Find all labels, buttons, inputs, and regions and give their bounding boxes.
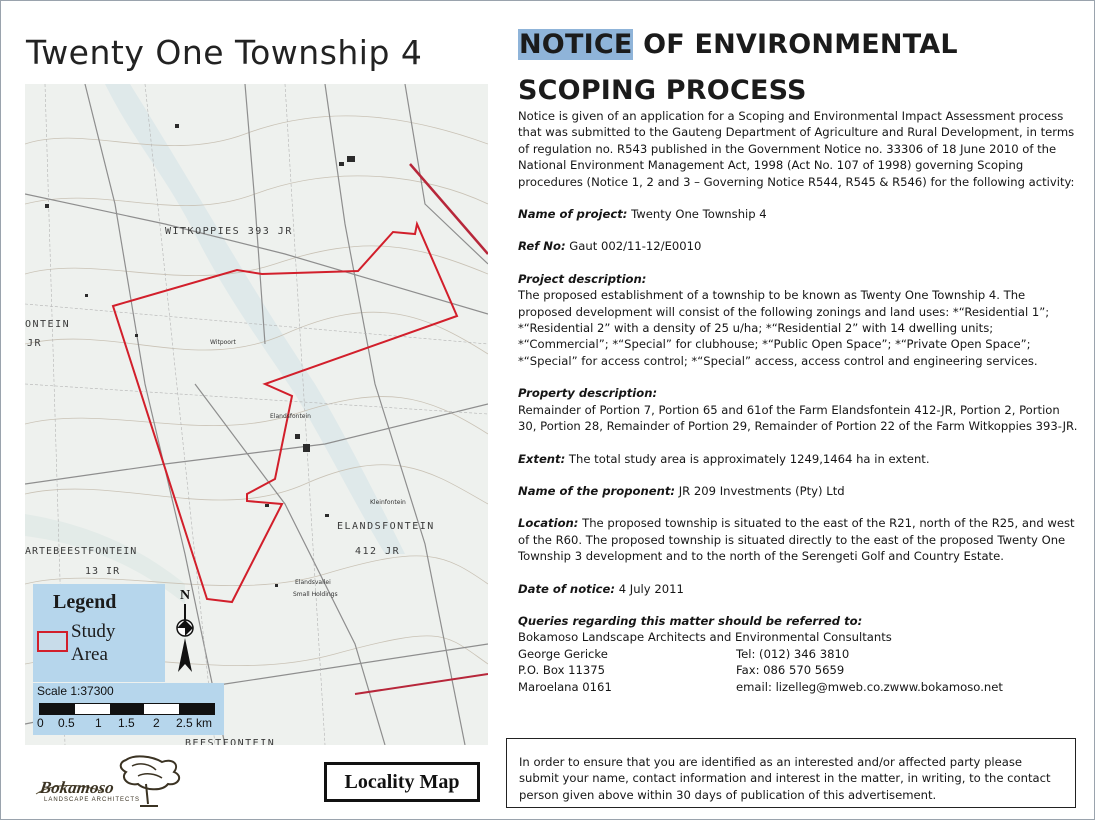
logo-name: Bokamoso [38,778,116,797]
label-elandsvallei: Elandsvallei [295,579,331,586]
contact-po-box: P.O. Box 11375 [518,663,606,678]
label-fontein-left: ONTEIN [25,319,71,330]
scale-tick: 2 [153,716,160,730]
scale-tick: 1 [95,716,102,730]
label-jr-left: JR [27,338,43,349]
ref-row [518,238,1078,254]
scale-tick: 2.5 km [176,716,213,730]
scale-ticks [33,716,224,732]
legend-study-area-label: Study Area [71,621,116,665]
ref-value: Gaut 002/11-12/E0010 [565,239,702,254]
property-description-text: Remainder of Portion 7, Portion 65 and 61of the Farm Elandsfontein 412-JR, Portion 2, Portion 30, Portion 28, Remainder of Portion 29, Remainder of Portion 22 of the Farm Witkoppies 393-JR. [518,402,1078,434]
label-elandsfontein-small: Elandsfontein [270,413,311,420]
extent-row [518,451,1078,467]
property-description-label: Property description: [518,386,658,401]
contact-email[interactable]: email: lizelleg@mweb.co.zwww.bokamoso.net [736,679,1003,694]
compass-icon [170,588,200,678]
label-elandsfontein: ELANDSFONTEIN [337,521,435,532]
extent-value: The total study area is approximately 1249,1464 ha in extent. [565,451,930,466]
project-description-label-row [518,271,1078,287]
scale-bar [33,683,224,735]
north-arrow [170,588,200,678]
scale-tick: 1.5 [118,716,135,730]
label-artebeest-jr: 13 IR [85,566,121,577]
notice-heading [518,30,1078,105]
scale-title: Scale 1:37300 [37,684,114,698]
location-label: Location: [518,516,579,531]
map-legend [33,584,165,682]
contact-fax: Fax: 086 570 5659 [736,663,845,678]
label-witpoort: Witpoort [210,339,236,346]
legend-study-area-swatch [37,631,68,652]
label-kleinfontein: Kleinfontein [370,499,406,506]
project-name-row [518,206,1078,222]
map-title: Twenty One Township 4 [26,33,423,72]
logo-subtitle: LANDSCAPE ARCHITECTS [44,797,141,803]
scale-bar-graphic [39,703,215,715]
proponent-value: JR 209 Investments (Pty) Ltd [675,483,845,498]
contact-postal-code: Maroelana 0161 [518,679,612,694]
location-row [518,515,1078,564]
project-name-label: Name of project: [518,207,628,222]
notice-title-line2: SCOPING PROCESS [518,75,807,106]
proponent-row [518,483,1078,499]
contact-person: George Gericke [518,646,608,661]
property-description-label-row [518,385,1078,401]
queries-label-row [518,613,1078,629]
company-name: Bokamoso Landscape Architects and Environmental Consultants [518,630,892,645]
contact-tel: Tel: (012) 346 3810 [736,646,850,661]
project-name-value: Twenty One Township 4 [627,207,767,222]
date-row [518,581,1078,597]
date-value: 4 July 2011 [615,581,684,596]
ref-label: Ref No: [518,239,566,254]
locality-map-button[interactable]: Locality Map [324,762,480,802]
scale-tick: 0 [37,716,44,730]
project-description-text: The proposed establishment of a township to be known as Twenty One Township 4. The proposed development will consist of the following zonings and land uses: *“Residential 1”; *“Residential 2” with a density of 25 u/ha; *“Residential 2” with 14 dwelling units; *“Commercial”; *“Special” for clubhouse; *“Public Open Space”; *“Private Open Space”; *“Special” for access control; *“Special” access, access control and engineering services. [518,288,1050,368]
scale-tick: 0.5 [58,716,75,730]
notice-title-rest: OF ENVIRONMENTAL [633,29,958,60]
notice-panel [518,30,1078,695]
label-bottom: BEESTFONTEIN [185,738,276,745]
project-description-label: Project description: [518,271,647,286]
location-value: The proposed township is situated to the east of the R21, north of the R25, and west of the R60. The proposed township is situated directly to the east of the proposed Twenty One Township 3 development and to the north of the Serengeti Golf and Country Estate. [518,516,1075,564]
extent-label: Extent: [518,451,566,466]
label-412jr: 412 JR [355,546,401,557]
label-artebeest: ARTEBEESTFONTEIN [25,546,138,557]
date-label: Date of notice: [518,581,616,596]
legend-title: Legend [53,591,117,613]
proponent-label: Name of the proponent: [518,483,676,498]
notice-highlight: NOTICE [519,29,633,60]
north-letter: N [180,588,191,603]
label-smallholdings: Small Holdings [293,591,338,598]
notice-intro: Notice is given of an application for a Scoping and Environmental Impact Assessment process that was submitted to the Gauteng Department of Agriculture and Rural Development, in terms of regulation no. R543 published in the Government Notice no. 33306 of 18 June 2010 of the National Environment Management Act, 1998 (Act No. 107 of 1998) governing Scoping procedures (Notice 1, 2 and 3 – Governing Notice R544, R545 & R546) for the following activity: [518,109,1075,189]
queries-label: Queries regarding this matter should be referred to: [518,613,863,628]
contact-details [518,646,1078,695]
label-witkoppies: WITKOPPIES 393 JR [165,226,293,237]
registration-notice-box: In order to ensure that you are identified as an interested and/or affected party please submit your name, contact information and interest in the matter, in writing, to the contact person given above within 30 days of publication of this advertisement. [506,738,1076,808]
